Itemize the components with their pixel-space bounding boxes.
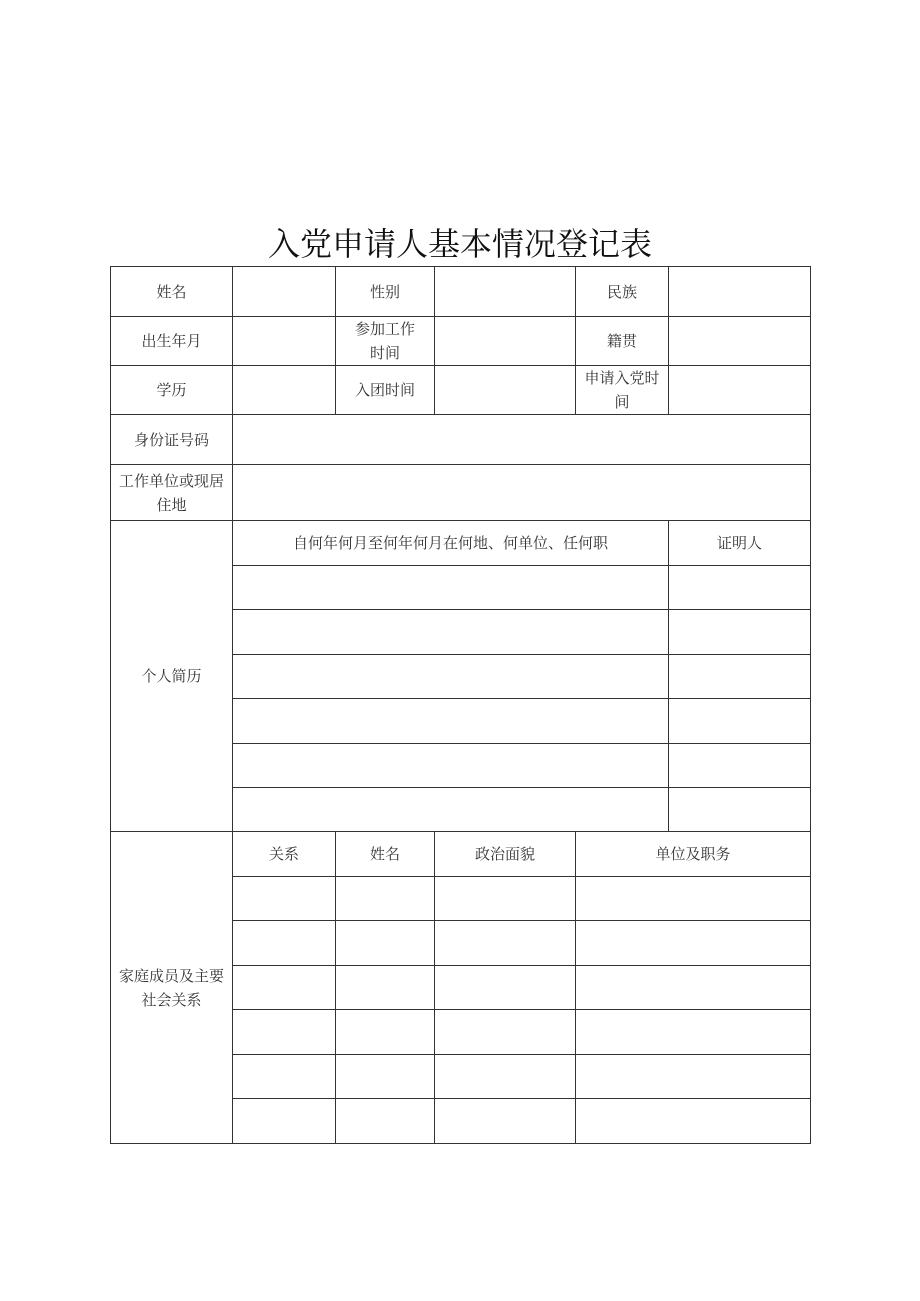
family-relation-cell[interactable] [233,1055,336,1099]
name-field[interactable] [233,267,336,317]
gender-field[interactable] [435,267,576,317]
apply-time-label: 申请入党时间 [576,366,669,415]
resume-period-cell[interactable] [233,788,669,832]
page-title: 入党申请人基本情况登记表 [267,225,652,263]
resume-period-cell[interactable] [233,610,669,655]
ethnicity-field[interactable] [669,267,811,317]
name-label: 姓名 [111,267,233,317]
family-position-cell[interactable] [576,877,811,921]
family-position-cell[interactable] [576,966,811,1010]
family-relation-cell[interactable] [233,1099,336,1144]
resume-header-row [111,521,811,566]
family-politics-cell[interactable] [435,921,576,966]
birth-label: 出生年月 [111,317,233,366]
family-name-cell[interactable] [336,921,435,966]
resume-witness-cell[interactable] [669,655,811,699]
resume-section-label: 个人简历 [111,521,233,832]
family-politics-cell[interactable] [435,877,576,921]
education-field[interactable] [233,366,336,415]
family-politics-cell[interactable] [435,1099,576,1144]
resume-witness-cell[interactable] [669,744,811,788]
resume-period-cell[interactable] [233,699,669,744]
ethnicity-label: 民族 [576,267,669,317]
family-position-cell[interactable] [576,921,811,966]
resume-period-cell[interactable] [233,744,669,788]
work-start-field[interactable] [435,317,576,366]
resume-witness-cell[interactable] [669,610,811,655]
resume-period-header: 自何年何月至何年何月在何地、何单位、任何职 [233,521,669,566]
resume-witness-cell[interactable] [669,699,811,744]
league-join-field[interactable] [435,366,576,415]
family-header-row [111,832,811,877]
family-relation-cell[interactable] [233,1010,336,1055]
work-start-label: 参加工作时间 [336,317,435,366]
family-relation-cell[interactable] [233,921,336,966]
id-number-field[interactable] [233,415,811,465]
family-relation-cell[interactable] [233,966,336,1010]
family-relation-cell[interactable] [233,877,336,921]
family-name-cell[interactable] [336,1010,435,1055]
form-row-id [111,415,811,465]
family-politics-header: 政治面貌 [435,832,576,877]
id-number-label: 身份证号码 [111,415,233,465]
workplace-field[interactable] [233,465,811,521]
family-position-header: 单位及职务 [576,832,811,877]
resume-period-cell[interactable] [233,655,669,699]
workplace-label: 工作单位或现居住地 [111,465,233,521]
family-politics-cell[interactable] [435,966,576,1010]
family-name-cell[interactable] [336,1055,435,1099]
family-position-cell[interactable] [576,1055,811,1099]
family-position-cell[interactable] [576,1010,811,1055]
resume-witness-cell[interactable] [669,788,811,832]
resume-period-cell[interactable] [233,566,669,610]
family-name-cell[interactable] [336,877,435,921]
family-relation-header: 关系 [233,832,336,877]
registration-form-table [110,266,811,1144]
family-name-cell[interactable] [336,1099,435,1144]
family-section-label: 家庭成员及主要社会关系 [111,832,233,1144]
family-position-cell[interactable] [576,1099,811,1144]
gender-label: 性别 [336,267,435,317]
apply-time-field[interactable] [669,366,811,415]
education-label: 学历 [111,366,233,415]
birth-field[interactable] [233,317,336,366]
family-name-header: 姓名 [336,832,435,877]
family-politics-cell[interactable] [435,1010,576,1055]
native-place-field[interactable] [669,317,811,366]
resume-witness-header: 证明人 [669,521,811,566]
form-row-workplace [111,465,811,521]
family-politics-cell[interactable] [435,1055,576,1099]
native-place-label: 籍贯 [576,317,669,366]
family-name-cell[interactable] [336,966,435,1010]
form-row-basic-1 [111,267,811,317]
form-row-basic-2 [111,317,811,366]
resume-witness-cell[interactable] [669,566,811,610]
form-row-basic-3 [111,366,811,415]
league-join-label: 入团时间 [336,366,435,415]
